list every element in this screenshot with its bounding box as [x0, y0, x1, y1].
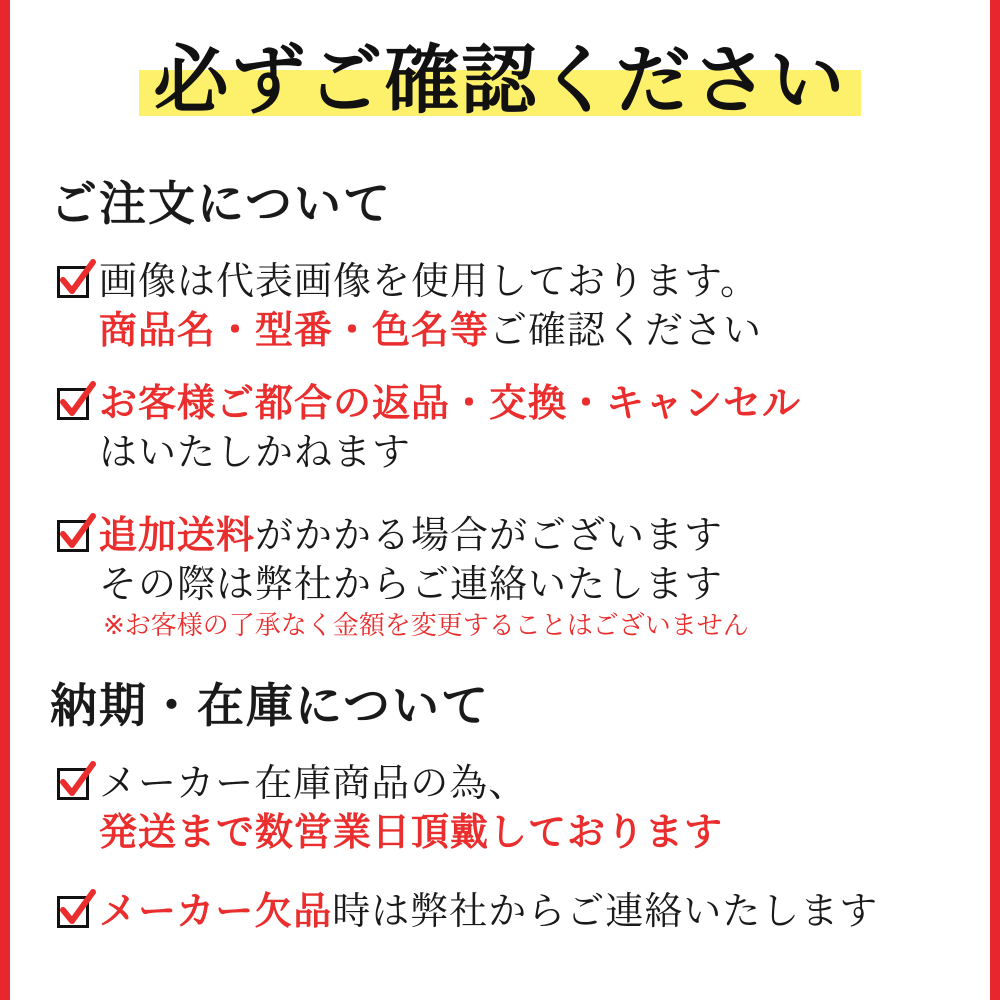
- checkbox-checked-icon: [55, 892, 95, 932]
- list-item-line2-red: 発送まで数営業日頂戴しております: [99, 811, 724, 854]
- list-item-line1-black: 時は弊社からご連絡いたします: [332, 891, 879, 933]
- list-item-row: [55, 380, 965, 429]
- list-item: [55, 888, 965, 937]
- list-item-line2-black: はいたしかねます: [99, 431, 412, 474]
- list-item-note: ※お客様の了承なく金額を変更することはございません: [103, 610, 749, 641]
- page-title: [139, 34, 860, 124]
- list-item-line1-red: 追加送料: [99, 515, 256, 557]
- checkbox-checked-icon: [55, 516, 95, 556]
- list-item-line1-black: 画像は代表画像を使用しております。: [99, 261, 759, 303]
- checkbox-checked-icon: [55, 384, 95, 424]
- list-item-line1-black: がかかる場合がございます: [255, 515, 724, 557]
- list-item-line1: [99, 380, 801, 429]
- list-item-line2-red: 商品名・型番・色名等: [99, 309, 490, 352]
- list-item-line2: [55, 307, 965, 356]
- list-item-row: [55, 512, 965, 561]
- list-item: [55, 380, 965, 477]
- checkbox-checked-icon: [55, 764, 95, 804]
- page-title-wrap: [10, 34, 990, 124]
- list-item: [55, 512, 965, 643]
- list-item-row: [55, 760, 965, 809]
- list-item-line2: [55, 561, 965, 610]
- list-item-line2-black: その際は弊社からご連絡いたします: [99, 563, 724, 606]
- list-item-line1: [99, 760, 527, 809]
- list-item-line2: [55, 809, 965, 858]
- list-item-line1: [99, 258, 759, 307]
- list-item-line2: [55, 429, 965, 478]
- section-heading-delivery: 納期・在庫について: [50, 679, 491, 732]
- list-item-line1: [99, 512, 723, 561]
- list-item-line1-black: メーカー在庫商品の為、: [99, 763, 528, 805]
- page-title-text: 必ずご確認ください: [153, 38, 847, 122]
- list-item-line2-black: ご確認ください: [489, 309, 763, 352]
- notice-inner: [10, 0, 990, 1000]
- list-item: [55, 258, 965, 355]
- checkbox-checked-icon: [55, 262, 95, 302]
- list-item-line1: [99, 888, 878, 937]
- list-item-row: [55, 888, 965, 937]
- list-item-line1-red: お客様ご都合の返品・交換・キャンセル: [99, 383, 802, 425]
- list-item-line1-red: メーカー欠品: [99, 891, 333, 933]
- list-item-row: [55, 258, 965, 307]
- list-item: [55, 760, 965, 857]
- section-heading-orders: ご注文について: [50, 177, 393, 230]
